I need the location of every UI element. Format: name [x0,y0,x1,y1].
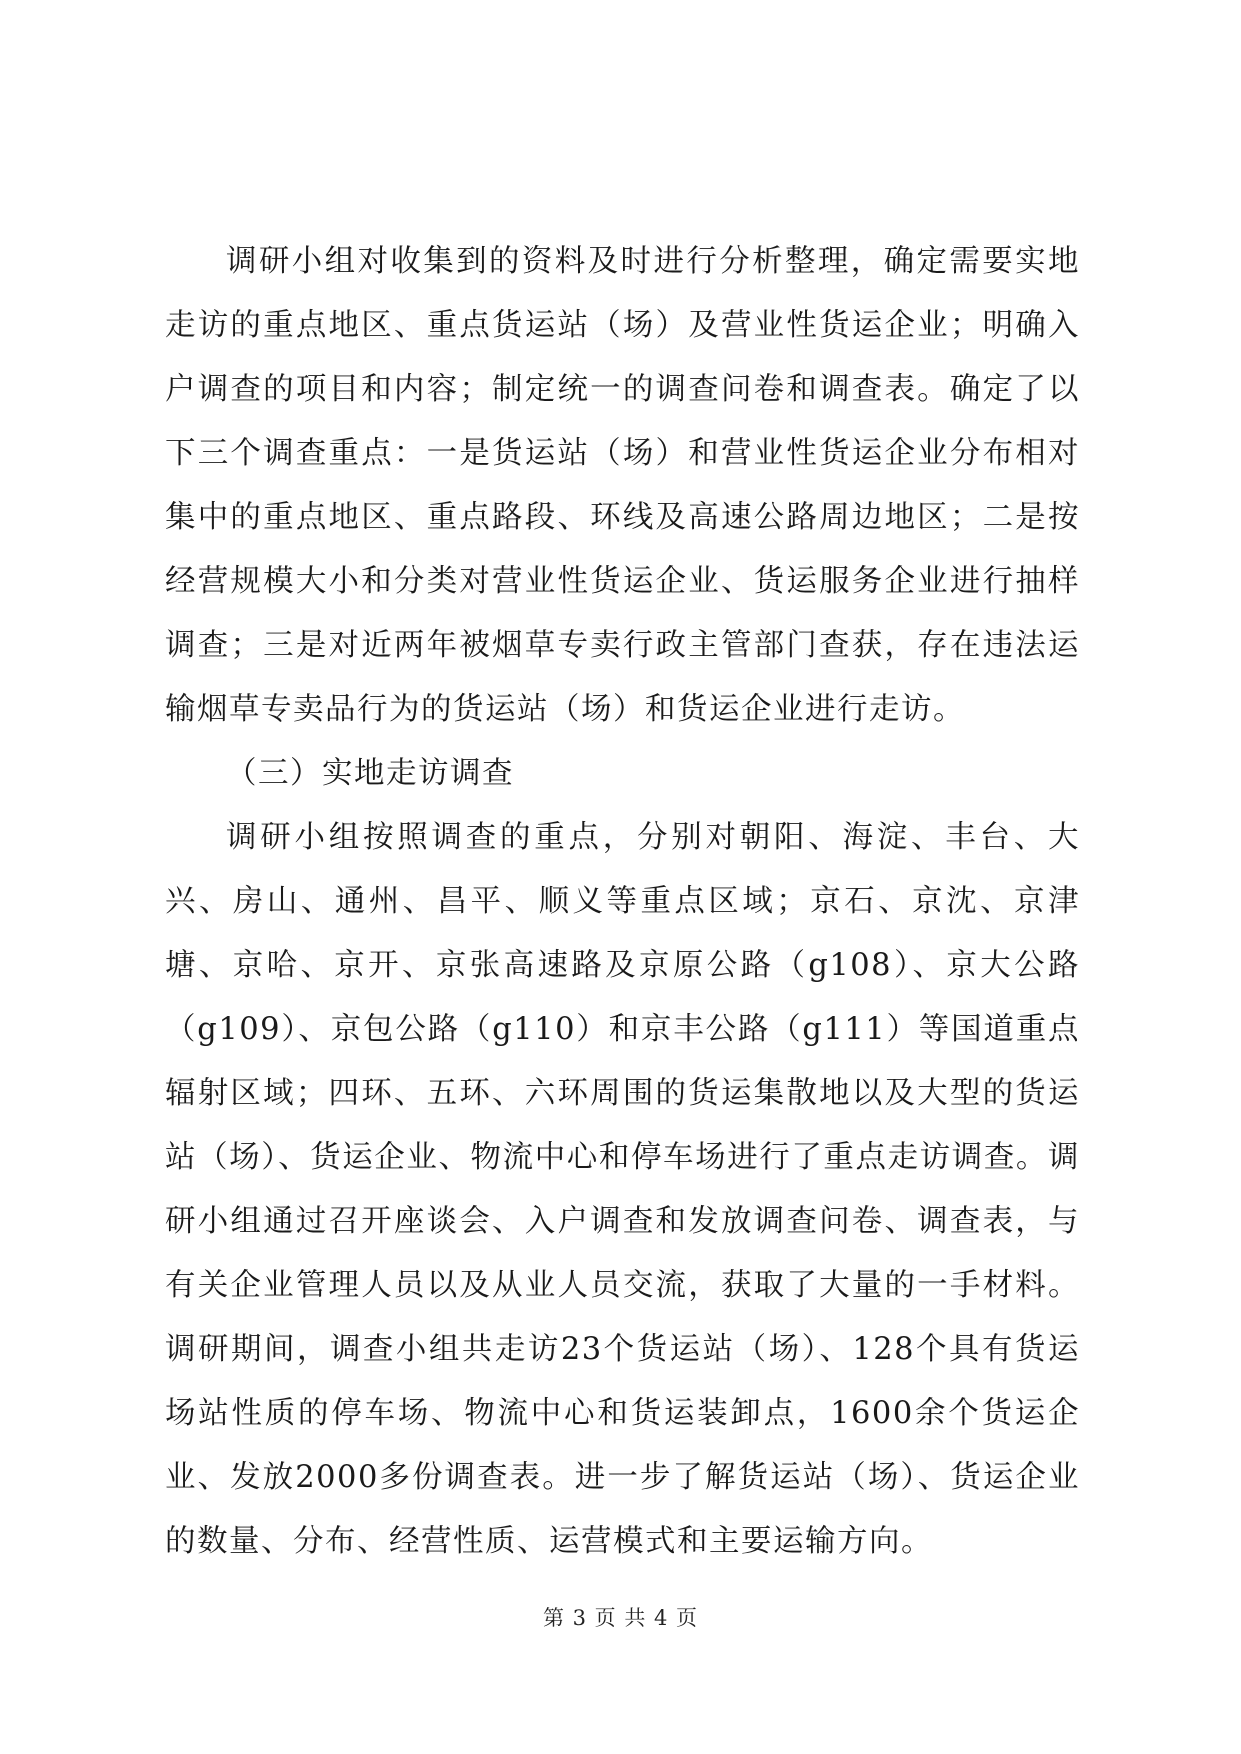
section-heading: （三）实地走访调查 [226,756,514,791]
paragraph-research-analysis: 调研小组对收集到的资料及时进行分析整理，确定需要实地走访的重点地区、重点货运站（场）及营业性货运企业；明确入户调查的项目和内容；制定统一的调查问卷和调查表。确定了以下三个调查重点：一是货运站（场）和营业性货运企业分布相对集中的重点地区、重点路段、环线及高速公路周边地区；二是按经营规模大小和分类对营业性货运企业、货运服务企业进行抽样调查；三是对近两年被烟草专卖行政主管部门查获，存在违法运输烟草专卖品行为的货运站（场）和货运企业进行走访。 [165,244,1080,727]
page-number-footer: 第 3 页 共 4 页 [542,1606,699,1630]
document-body [165,230,1080,1574]
paragraph-field-visits: 调研小组按照调查的重点，分别对朝阳、海淀、丰台、大兴、房山、通州、昌平、顺义等重点区域；京石、京沈、京津塘、京哈、京开、京张高速路及京原公路（g108）、京大公路（g109）、京包公路（g110）和京丰公路（g111）等国道重点辐射区域；四环、五环、六环周围的货运集散地以及大型的货运站（场）、货运企业、物流中心和停车场进行了重点走访调查。调研小组通过召开座谈会、入户调查和发放调查问卷、调查表，与有关企业管理人员以及从业人员交流，获取了大量的一手材料。调研期间，调查小组共走访23个货运站（场）、128个具有货运场站性质的停车场、物流中心和货运装卸点，1600余个货运企业、发放2000多份调查表。进一步了解货运站（场）、货运企业的数量、分布、经营性质、运营模式和主要运输方向。 [165,820,1080,1559]
